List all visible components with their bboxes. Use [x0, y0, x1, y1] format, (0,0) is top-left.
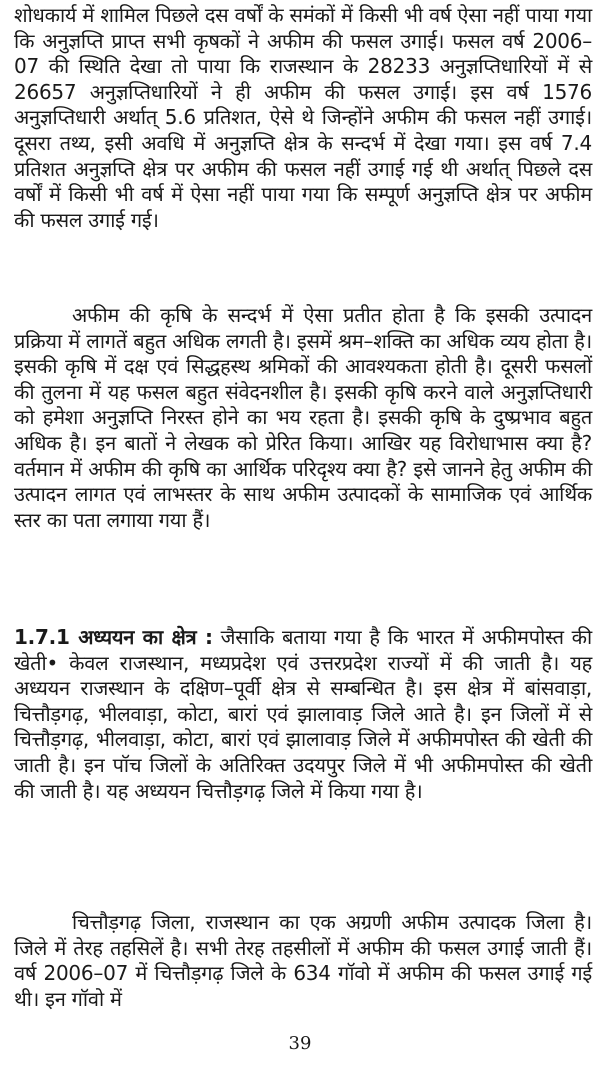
paragraph-2 — [14, 303, 592, 533]
paragraph-3-text: जैसाकि बताया गया है कि भारत में अफीमपोस्त की खेती• केवल राजस्थान, मध्यप्रदेश एवं उत्तरप्रदेश राज्यों में की जाती है। यह अध्ययन राजस्थान के दक्षिण–पूर्वी क्षेत्र से सम्बन्धित है। इस क्षेत्र में बांसवाड़ा, चित्तौड़गढ़, भीलवाड़ा, कोटा, बारां एवं झालावाड़ जिले आते है। इन जिलों में से चित्तौड़गढ़, भीलवाड़ा, कोटा, बारां एवं झालावाड़ जिले में अफीमपोस्त की खेती की जाती है। इन पॉच जिलों के अतिरिक्त उदयपुर जिले में भी अफीमपोस्त की खेती की जाती है। यह अध्ययन चित्तौड़गढ़ जिले में किया गया है। — [14, 625, 592, 803]
paragraph-3 — [14, 625, 592, 804]
paragraph-2-text: अफीम की कृषि के सन्दर्भ में ऐसा प्रतीत होता है कि इसकी उत्पादन प्रक्रिया में लागतें बहुत अधिक लगती है। इसमें श्रम–शक्ति का अधिक व्यय होता है। इसकी कृषि में दक्ष एवं सिद्धहस्थ श्रमिकों की आवश्यकता होती है। दूसरी फसलों की तुलना में यह फसल बहुत संवेदनशील है। इसकी कृषि करने वाले अनुज्ञप्तिधारी को हमेशा अनुज्ञप्ति निरस्त होने का भय रहता है। इसकी कृषि के दुष्प्रभाव बहुत अधिक है। इन बातों ने लेखक को प्रेरित किया। आखिर यह विरोधाभास क्या है? वर्तमान में अफीम की कृषि का आर्थिक परिदृश्य क्या है? इसे जानने हेतु अफीम की उत्पादन लागत एवं लाभस्तर के साथ अफीम उत्पादकों के सामाजिक एवं आर्थिक स्तर का पता लगाया गया हैं। — [14, 303, 592, 532]
section-heading: 1.7.1 अध्ययन का क्षेत्र : — [14, 625, 213, 649]
document-page — [14, 0, 592, 1065]
paragraph-4 — [14, 910, 592, 1012]
page-number: 39 — [288, 1033, 312, 1054]
paragraph-1 — [14, 3, 592, 233]
paragraph-1-text: शोधकार्य में शामिल पिछले दस वर्षों के समंकों में किसी भी वर्ष ऐसा नहीं पाया गया कि अनुज्ञप्ति प्राप्त सभी कृषकों ने अफीम की फसल उगाई। फसल वर्ष 2006–07 की स्थिति देखा तो पाया कि राजस्थान के 28233 अनुज्ञप्तिधारियों में से 26657 अनुज्ञप्तिधारियों ने ही अफीम की फसल उगाई। इस वर्ष 1576 अनुज्ञप्तिधारी अर्थात् 5.6 प्रतिशत, ऐसे थे जिन्होंने अफीम की फसल नहीं उगाई। दूसरा तथ्य, इसी अवधि में अनुज्ञप्ति क्षेत्र के सन्दर्भ में देखा गया। इस वर्ष 7.4 प्रतिशत अनुज्ञप्ति क्षेत्र पर अफीम की फसल नहीं उगाई गई थी अर्थात् पिछले दस वर्षों में किसी भी वर्ष में ऐसा नहीं पाया गया कि सम्पूर्ण अनुज्ञप्ति क्षेत्र पर अफीम की फसल उगाई गई। — [14, 3, 592, 232]
paragraph-4-text: चित्तौड़गढ़ जिला, राजस्थान का एक अग्रणी अफीम उत्पादक जिला है। जिले में तेरह तहसिलें है। सभी तेरह तहसीलों में अफीम की फसल उगाई जाती हैं। वर्ष 2006–07 में चित्तौड़गढ़ जिले के 634 गॉवो में अफीम की फसल उगाई गई थी। इन गॉवो में — [14, 910, 592, 1011]
